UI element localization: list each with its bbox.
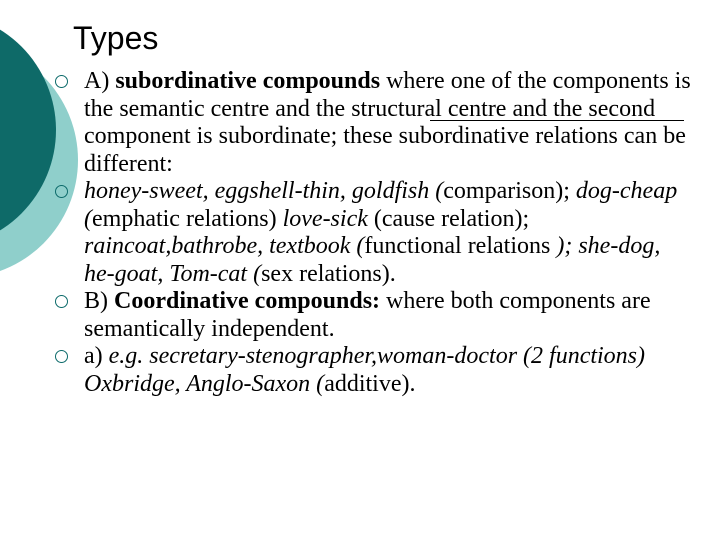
text-run: where one of the components is the semantic centre and the structural centre and the second component is subordinate; these subordinative relations can be different: (84, 68, 691, 177)
bullet-item-examples (54, 178, 694, 288)
hollow-circle-bullet-icon (55, 185, 68, 198)
text-run: A) (84, 68, 116, 94)
bullet-item-subordinative (54, 68, 694, 178)
text-run-italic: e.g. secretary-stenographer,woman-doctor (2 functions) Oxbridge, Anglo-Saxon ( (84, 343, 646, 397)
text-run-italic: honey-sweet, eggshell-thin, goldfish ( (84, 178, 444, 204)
text-run: functional relations (364, 233, 557, 259)
text-run: emphatic relations) (92, 205, 283, 232)
text-run-italic: ); she-dog, he-goat, Tom-cat ( (84, 233, 661, 287)
text-run: comparison); (443, 178, 576, 204)
text-run-italic: dog-cheap ( (84, 178, 678, 232)
slide-title: Types (73, 20, 159, 56)
text-run: sex relations). (261, 260, 396, 287)
bullet-item-additive-examples (54, 343, 694, 398)
bullet-list (54, 68, 694, 398)
text-run: a) (84, 343, 109, 369)
text-run: (cause relation); (373, 205, 530, 232)
hollow-circle-bullet-icon (55, 295, 68, 308)
text-run: additive). (324, 370, 416, 397)
text-run-italic: raincoat,bathrobe, textbook ( (84, 233, 365, 259)
hollow-circle-bullet-icon (55, 350, 68, 363)
text-run-bold: Coordinative compounds: (114, 288, 381, 314)
hollow-circle-bullet-icon (55, 75, 68, 88)
text-run: B) (84, 288, 114, 314)
bullet-item-coordinative (54, 288, 694, 343)
text-run-italic: love-sick (282, 205, 374, 232)
text-run-bold: subordinative compounds (115, 68, 381, 94)
text-run: where both components are semantically independent. (84, 288, 651, 342)
